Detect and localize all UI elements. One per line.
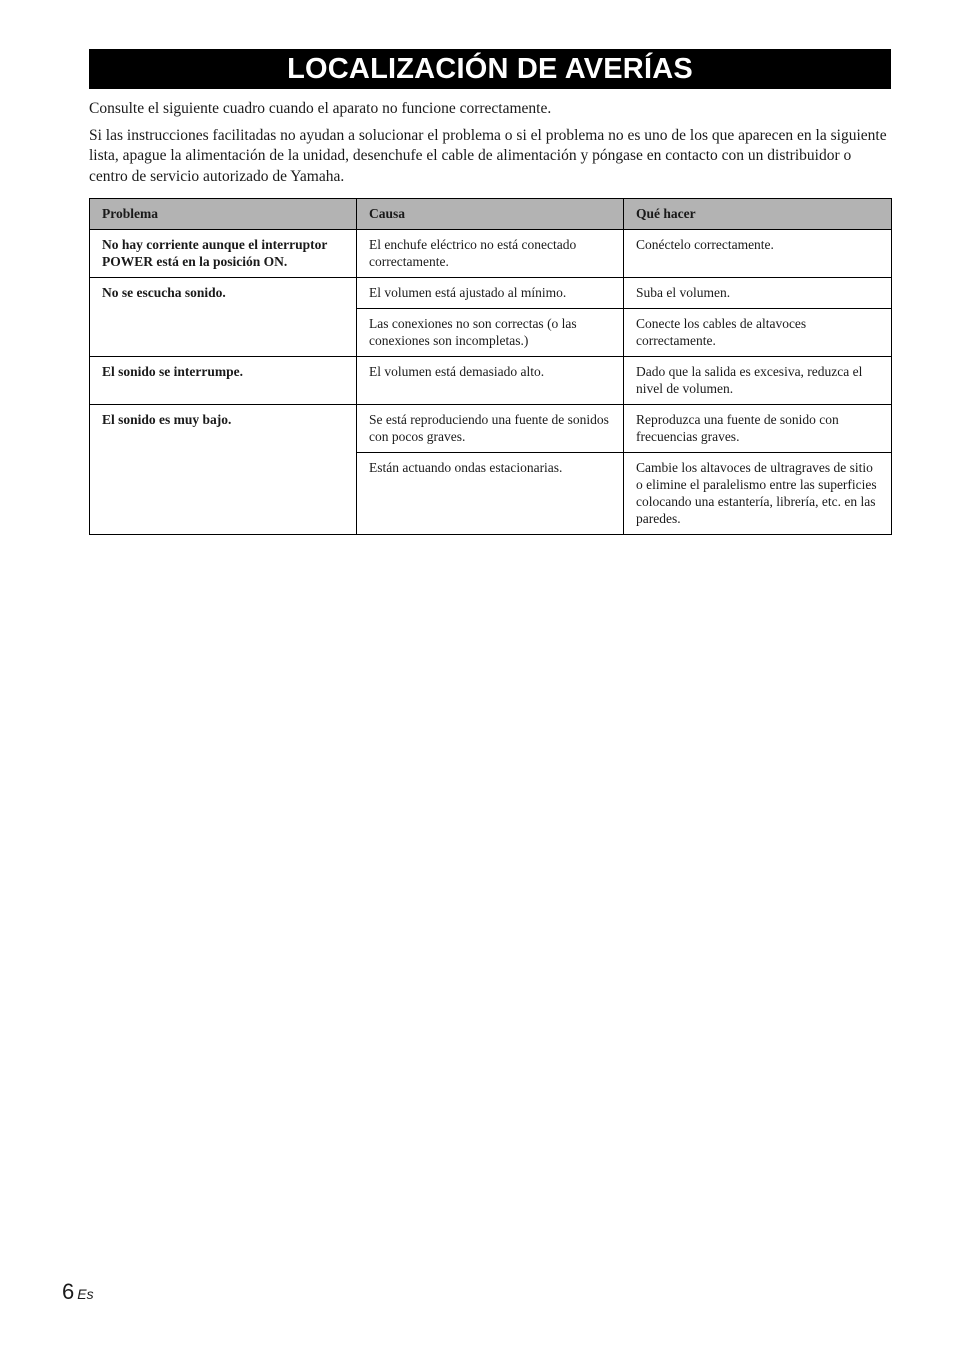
action-cell: Cambie los altavoces de ultragraves de sitio o elimine el paralelismo entre las superficies colocando una estantería, librería, etc. en las paredes. <box>624 453 892 535</box>
action-cell: Dado que la salida es excesiva, reduzca el nivel de volumen. <box>624 357 892 405</box>
action-cell: Suba el volumen. <box>624 278 892 309</box>
intro-text <box>89 99 891 193</box>
page-title: LOCALIZACIÓN DE AVERÍAS <box>89 49 891 89</box>
action-cell: Conéctelo correctamente. <box>624 230 892 278</box>
cause-cell: Están actuando ondas estacionarias. <box>357 453 624 535</box>
column-header-problem: Problema <box>90 199 357 230</box>
cause-cell: El volumen está demasiado alto. <box>357 357 624 405</box>
problem-cell: El sonido se interrumpe. <box>90 357 357 405</box>
column-header-action: Qué hacer <box>624 199 892 230</box>
cause-cell: El volumen está ajustado al mínimo. <box>357 278 624 309</box>
cause-cell: Las conexiones no son correctas (o las conexiones son incompletas.) <box>357 309 624 357</box>
table-row <box>90 230 892 278</box>
table-row <box>90 357 892 405</box>
action-cell: Conecte los cables de altavoces correctamente. <box>624 309 892 357</box>
table-row <box>90 405 892 453</box>
table-row <box>90 278 892 309</box>
cause-cell: El enchufe eléctrico no está conectado correctamente. <box>357 230 624 278</box>
cause-cell: Se está reproduciendo una fuente de sonidos con pocos graves. <box>357 405 624 453</box>
problem-cell: El sonido es muy bajo. <box>90 405 357 535</box>
page-footer <box>62 1279 94 1307</box>
problem-cell: No se escucha sonido. <box>90 278 357 357</box>
page-number: 6 <box>62 1279 75 1304</box>
problem-cell: No hay corriente aunque el interruptor POWER está en la posición ON. <box>90 230 357 278</box>
troubleshooting-table <box>89 198 892 535</box>
table-header-row <box>90 199 892 230</box>
language-code: Es <box>77 1286 94 1302</box>
intro-paragraph: Consulte el siguiente cuadro cuando el aparato no funcione correctamente. <box>89 100 552 117</box>
intro-paragraph: Si las instrucciones facilitadas no ayudan a solucionar el problema o si el problema no es uno de los que aparecen en la siguiente lista, apague la alimentación de la unidad, desenchufe el cable de alimentación y póngase en contacto con un distribuidor o centro de servicio autorizado de Yamaha. <box>89 126 887 185</box>
action-cell: Reproduzca una fuente de sonido con frecuencias graves. <box>624 405 892 453</box>
column-header-cause: Causa <box>357 199 624 230</box>
